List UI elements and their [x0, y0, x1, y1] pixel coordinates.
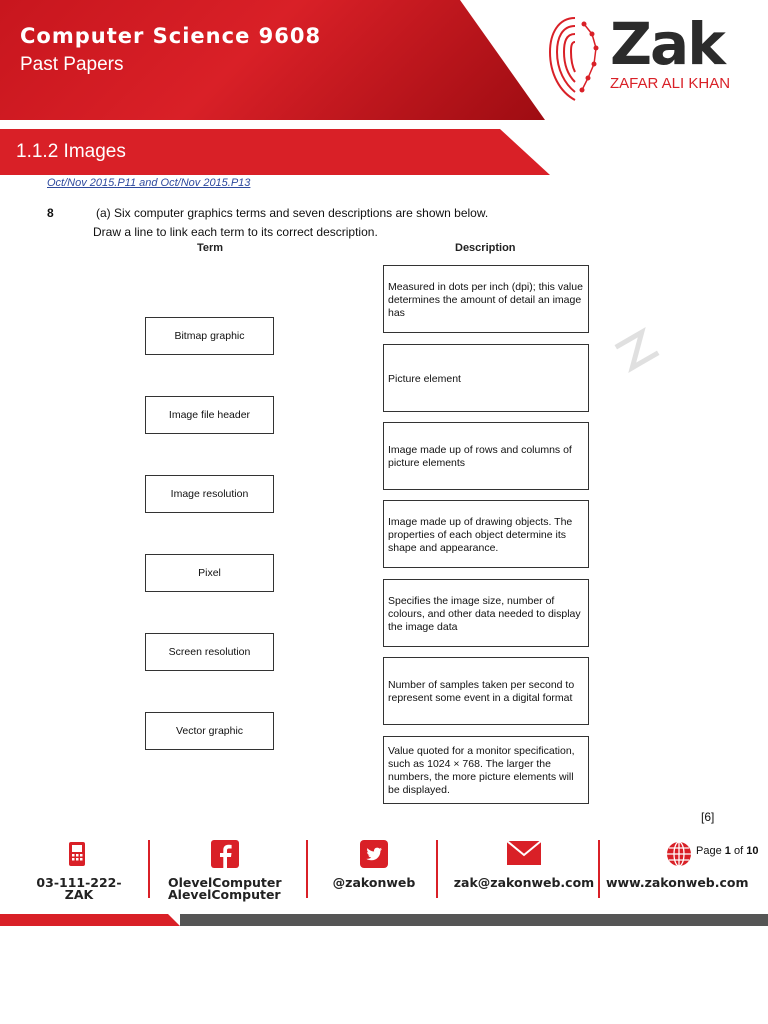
footer-facebook-line1: OlevelComputer: [168, 875, 282, 890]
footer-twitter[interactable]: @zakonweb: [332, 875, 416, 890]
email-icon: [506, 840, 542, 866]
logo-wordmark: Zak: [610, 10, 724, 78]
footer-divider: [306, 840, 308, 898]
phone-icon: [67, 841, 87, 867]
term-box: Screen resolution: [145, 633, 274, 671]
page-label: Page: [696, 845, 722, 857]
description-text: Image made up of rows and columns of picture elements: [388, 444, 572, 469]
description-text: Specifies the image size, number of colours, and other data needed to display the image data: [388, 594, 581, 633]
page-number: [696, 845, 758, 857]
header-subtitle: Past Papers: [20, 54, 124, 75]
logo-name: ZAFAR ALI KHAN: [610, 75, 731, 92]
page-of: of: [733, 845, 744, 857]
term-box: Image file header: [145, 396, 274, 434]
facebook-icon: [211, 840, 239, 868]
globe-icon: [666, 841, 692, 867]
description-box: [383, 265, 589, 333]
footer-divider: [598, 840, 600, 898]
description-text: Picture element: [388, 372, 461, 385]
footer-facebook[interactable]: [168, 877, 280, 901]
description-heading: Description: [455, 242, 516, 254]
footer-divider: [436, 840, 438, 898]
marks-label: [6]: [701, 810, 715, 824]
twitter-icon: [360, 840, 388, 868]
description-box: [383, 344, 589, 412]
page-header: [0, 0, 768, 120]
term-box: Image resolution: [145, 475, 274, 513]
question-text-line1: (a) Six computer graphics terms and seven descriptions are shown below.: [96, 206, 489, 220]
term-box: Bitmap graphic: [145, 317, 274, 355]
term-heading: Term: [197, 242, 224, 254]
footer-grey-strip: [180, 914, 768, 926]
page-total: 10: [746, 845, 759, 857]
term-box: Vector graphic: [145, 712, 274, 750]
fingerprint-icon: [546, 12, 604, 104]
description-box: [383, 736, 589, 804]
page-current: 1: [724, 845, 731, 857]
source-link[interactable]: Oct/Nov 2015.P11 and Oct/Nov 2015.P13: [47, 177, 251, 189]
watermark-logo: [603, 316, 671, 384]
header-title: Computer Science 9608: [20, 24, 322, 48]
footer-red-strip: [0, 914, 180, 926]
footer-divider: [148, 840, 150, 898]
footer-email[interactable]: zak@zakonweb.com: [453, 875, 595, 890]
term-box: Pixel: [145, 554, 274, 592]
footer-phone: 03-111-222-ZAK: [36, 875, 122, 902]
description-box: [383, 657, 589, 725]
footer-website[interactable]: www.zakonweb.com: [606, 875, 749, 890]
description-text: Measured in dots per inch (dpi); this value determines the amount of detail an image has: [388, 280, 583, 319]
footer-facebook-line2: AlevelComputer: [168, 887, 281, 902]
description-box: [383, 500, 589, 568]
question-number: 8: [47, 206, 54, 220]
description-box: [383, 422, 589, 490]
description-text: Image made up of drawing objects. The properties of each object determine its shape and appearance.: [388, 515, 573, 554]
description-text: Value quoted for a monitor specification, such as 1024 × 768. The larger the numbers, the more picture elements will be displayed.: [388, 745, 575, 796]
question-text-line2: Draw a line to link each term to its correct description.: [93, 225, 378, 239]
description-text: Number of samples taken per second to represent some event in a digital format: [388, 679, 575, 704]
description-box: [383, 579, 589, 647]
section-title: 1.1.2 Images: [16, 141, 126, 162]
